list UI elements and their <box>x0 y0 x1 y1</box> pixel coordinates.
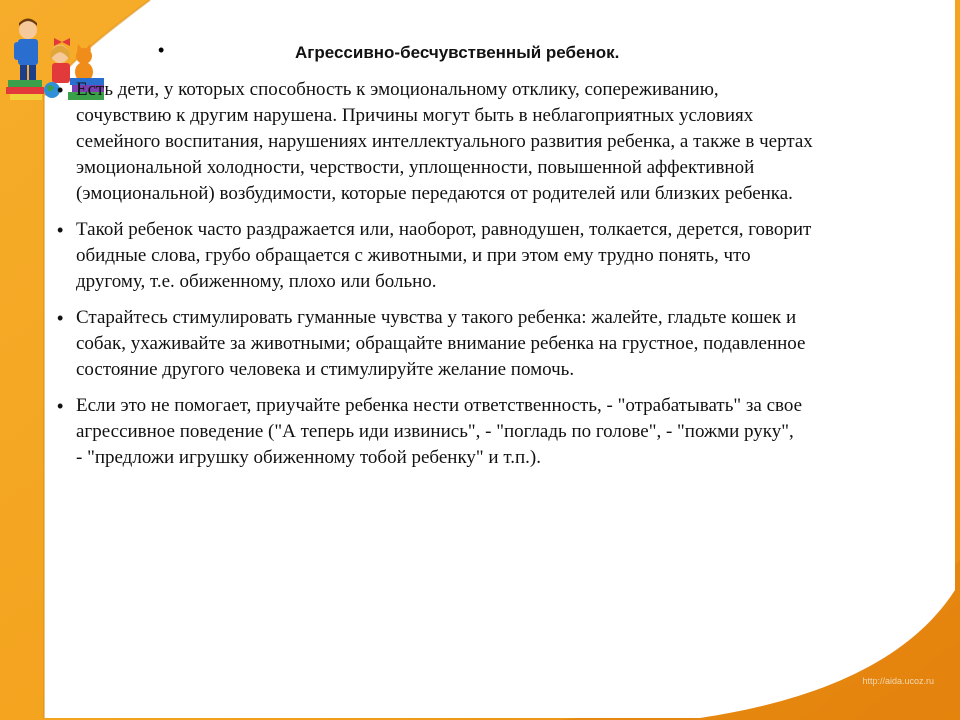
text-line: другому, т.е. обиженному, плохо или больно. <box>76 271 437 292</box>
text-line: Такой ребенок часто раздражается или, наоборот, равнодушен, толкается, дерется, говорит <box>76 219 812 240</box>
text-line: обидные слова, грубо обращается с животными, и при этом ему трудно понять, что <box>76 245 751 266</box>
paragraph-1 <box>54 77 924 207</box>
text-line: Старайтесь стимулировать гуманные чувства у такого ребенка: жалейте, гладьте кошек и <box>76 307 797 328</box>
bullet: • <box>57 396 64 416</box>
paragraph-4 <box>54 393 924 471</box>
text-line: агрессивное поведение ("А теперь иди извинись", - "погладь по голове", - "пожми руку", <box>76 421 794 442</box>
heading-row <box>150 40 870 68</box>
text-line: собак, ухаживайте за животными; обращайте внимание ребенка на грустное, подавленное <box>76 333 806 354</box>
text-line: - "предложи игрушку обиженному тобой ребенку" и т.п.). <box>76 447 541 468</box>
slide-title: Агрессивно-бесчувственный ребенок. <box>295 43 620 62</box>
bullet: • <box>57 80 64 100</box>
text-line: Если это не помогает, приучайте ребенка нести ответственность, - "отрабатывать" за свое <box>76 395 803 416</box>
bullet: • <box>57 308 64 328</box>
paragraph-3 <box>54 305 924 383</box>
text-line: эмоциональной холодности, черствости, уплощенности, повышенной аффективной <box>76 157 755 178</box>
heading-bullet: • <box>158 40 165 60</box>
text-line: состояние другого человека и стимулируйте желание помочь. <box>76 359 575 380</box>
text-line: Есть дети, у которых способность к эмоциональному отклику, сопереживанию, <box>76 79 719 100</box>
bullet: • <box>57 220 64 240</box>
text-line: семейного воспитания, нарушениях интеллектуального развития ребенка, а также в чертах <box>76 131 813 152</box>
slide-body <box>54 77 924 481</box>
watermark: http://aida.ucoz.ru <box>862 676 934 686</box>
text-line: сочувствию к другим нарушена. Причины могут быть в неблагоприятных условиях <box>76 105 754 126</box>
text-line: (эмоциональной) возбудимости, которые передаются от родителей или близких ребенка. <box>76 183 793 204</box>
paragraph-2 <box>54 217 924 295</box>
